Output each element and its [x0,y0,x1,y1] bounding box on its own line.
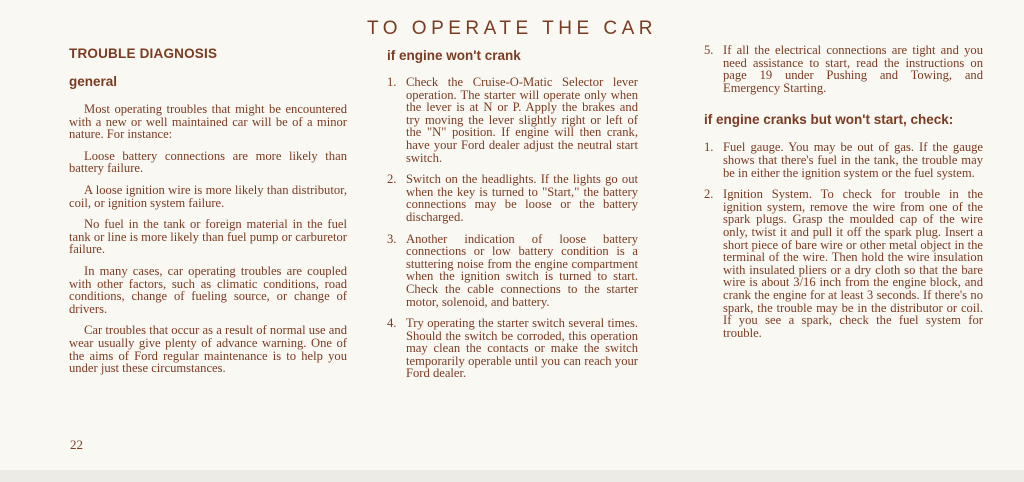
middle-column [387,48,638,389]
list-item [387,233,638,309]
item-number: 3. [387,231,397,246]
item-text: Another indication of loose battery connections or low battery condition is a stuttering noise from the engine compartment when the ignition switch is turned to start. Check the cable connections to the starter motor, solenoid, and battery. [406,231,638,309]
section-heading: if engine won't crank [387,48,521,63]
list-item [387,76,638,164]
list-item [387,173,638,223]
section-heading: TROUBLE DIAGNOSIS [69,46,218,61]
numbered-list [704,44,983,94]
item-number: 2. [387,172,397,187]
list-item [704,44,983,94]
list-item [704,188,983,339]
paragraph: A loose ignition wire is more likely than distributor, coil, or ignition system failure. [69,182,347,210]
paragraph: Most operating troubles that might be encountered with a new or well maintained car will be of a minor nature. For instance: [69,102,347,142]
paragraph: No fuel in the tank or foreign material in the fuel tank or line is more likely than fuel pump or carburetor failure. [69,217,347,257]
right-column [704,44,983,348]
item-text: If all the electrical connections are tight and you need assistance to start, read the instructions on page 19 under Pushing and Towing, and Emergency Starting. [723,43,983,95]
paragraph: In many cases, car operating troubles are coupled with other factors, such as climatic conditions, road conditions, change of fueling source, or change of drivers. [69,263,347,316]
item-number: 5. [704,43,714,57]
numbered-list [387,76,638,380]
page-edge [0,470,1024,482]
list-item [387,317,638,380]
item-number: 1. [387,75,397,89]
paragraph: Loose battery connections are more likely than battery failure. [69,148,347,176]
list-item [704,141,983,179]
item-text: Try operating the starter switch several times. Should the switch be corroded, this operation may clean the contacts or make the switch temporarily operable until you can reach your Ford dealer. [406,316,638,381]
section-subheading: general [69,74,118,89]
item-text: Check the Cruise-O-Matic Selector lever operation. The starter will operate only when the lever is at N or P. Apply the brakes and try moving the lever slightly right or left of the "N" position. If engine will then crank, have your Ford dealer adjust the neutral start switch. [406,75,638,165]
item-text: Switch on the headlights. If the lights go out when the key is turned to "Start," the battery connections may be loose or the battery discharged. [406,172,638,224]
item-number: 1. [704,140,714,155]
page-number: 22 [70,437,83,452]
item-text: Fuel gauge. You may be out of gas. If the gauge shows that there's fuel in the tank, the trouble may be in either the ignition system or the fuel system. [723,140,983,180]
item-number: 4. [387,316,397,331]
page-title: TO OPERATE THE CAR [366,18,658,39]
numbered-list [704,141,983,339]
section-heading: if engine cranks but won't start, check: [704,112,954,128]
item-text: Ignition System. To check for trouble in the ignition system, remove the wire from one of the spark plugs. Grasp the moulded cap of the wire only, twist it and pull it off the spark plug. Insert a short piece of bare wire or other metal object in the terminal of the wire. Then hold the wire insulation with insulated pliers or a dry cloth so that the bare wire is about 3/16 inch from the engine block, and crank the engine for at least 3 seconds. If there's no spark, the trouble may be in the distributor or coil. If you see a spark, check the fuel system for trouble. [723,187,983,340]
paragraph: Car troubles that occur as a result of normal use and wear usually give plenty of advance warning. One of the aims of Ford regular maintenance is to help you under just these circumstances. [69,323,347,376]
item-number: 2. [704,187,714,202]
left-column [69,46,347,384]
